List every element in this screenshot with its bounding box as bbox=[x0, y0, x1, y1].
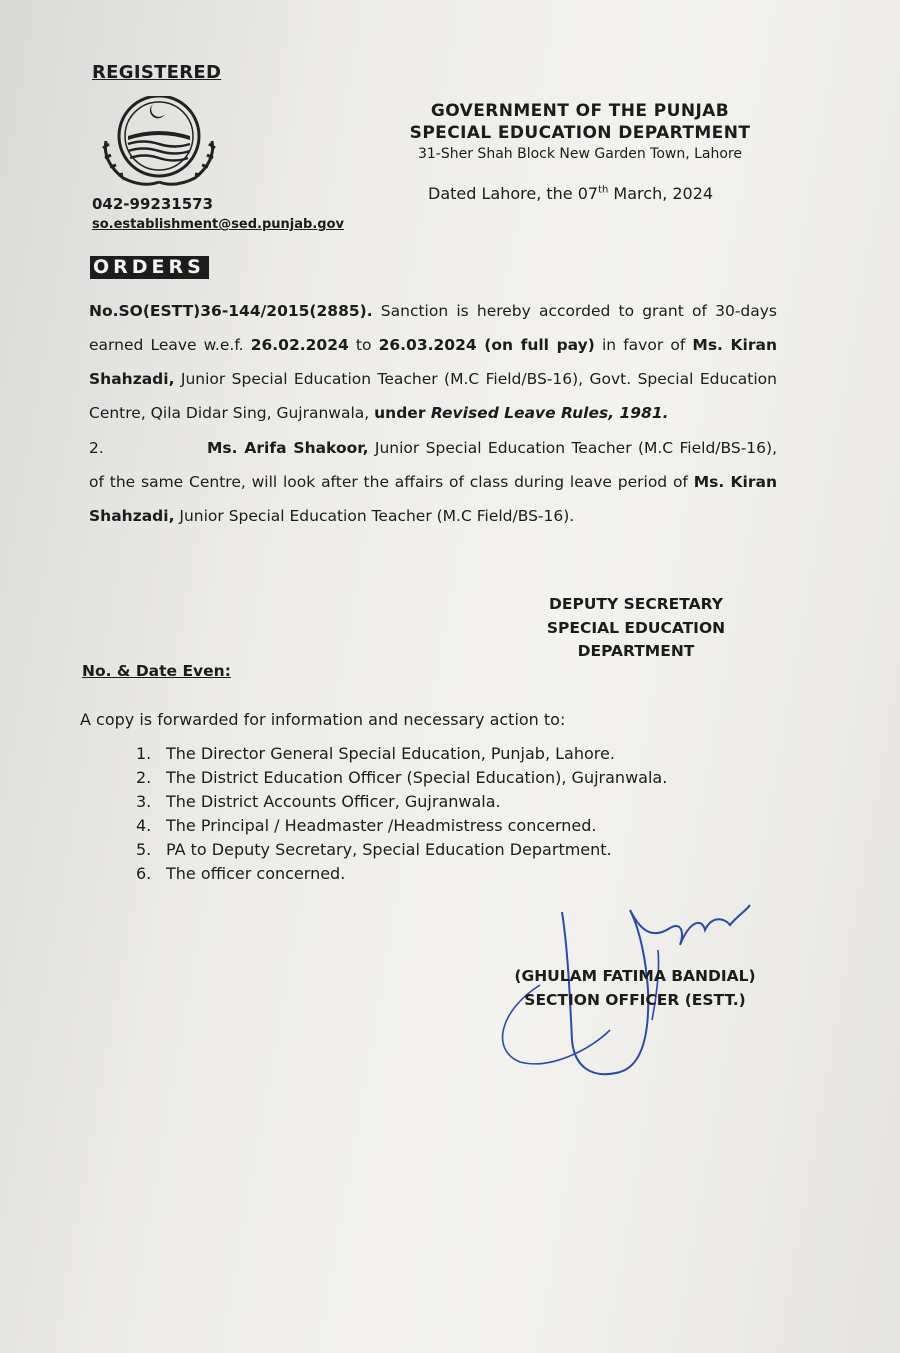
orders-heading: ORDERS bbox=[90, 256, 209, 279]
employee-name: Ms. Kiran Shahzadi, bbox=[89, 336, 777, 388]
leave-end-date: 26.03.2024 bbox=[378, 336, 477, 354]
recipient-list bbox=[136, 742, 667, 886]
leave-start-date: 26.02.2024 bbox=[250, 336, 349, 354]
officer-designation: SECTION OFFICER (ESTT.) bbox=[524, 991, 746, 1009]
deputy-line-2: SPECIAL EDUCATION bbox=[546, 618, 726, 637]
list-item bbox=[136, 862, 667, 886]
dated-prefix: Dated Lahore, the 07 bbox=[428, 184, 599, 203]
phone-number: 042-99231573 bbox=[92, 195, 214, 213]
employee-name: Ms. Kiran Shahzadi, bbox=[89, 473, 777, 525]
list-item bbox=[136, 814, 667, 838]
list-number: 1. bbox=[136, 744, 152, 763]
order-text: Junior Special Education Teacher (M.C Field/BS-16), Govt. Special Education Centre, Qila Didar Sing, Gujranwala, bbox=[89, 370, 777, 422]
officer-name: (GHULAM FATIMA BANDIAL) bbox=[514, 967, 756, 985]
email-address: so.establishment@sed.punjab.gov bbox=[92, 217, 344, 232]
recipient-text: The District Accounts Officer, Gujranwala. bbox=[166, 792, 501, 811]
recipient-text: PA to Deputy Secretary, Special Education Department. bbox=[166, 840, 612, 859]
list-item bbox=[136, 742, 667, 766]
dated-line bbox=[428, 184, 713, 203]
government-title: GOVERNMENT OF THE PUNJAB bbox=[430, 101, 730, 121]
list-number: 6. bbox=[136, 864, 152, 883]
list-number: 3. bbox=[136, 792, 152, 811]
paragraph-number: 2. bbox=[89, 439, 104, 457]
list-number: 5. bbox=[136, 840, 152, 859]
list-number: 2. bbox=[136, 768, 152, 787]
dated-superscript: th bbox=[598, 184, 609, 196]
date-even-label: No. & Date Even: bbox=[82, 662, 231, 680]
recipient-text: The Principal / Headmaster /Headmistress concerned. bbox=[166, 816, 597, 835]
leave-rules: Revised Leave Rules, 1981. bbox=[430, 404, 669, 422]
department-title: SPECIAL EDUCATION DEPARTMENT bbox=[409, 123, 751, 143]
list-number: 4. bbox=[136, 816, 152, 835]
list-item bbox=[136, 790, 667, 814]
order-text: Junior Special Education Teacher (M.C Field/BS-16), of the same Centre, will look after the affairs of class during leave period of bbox=[89, 439, 777, 491]
list-item bbox=[136, 766, 667, 790]
copy-forwarded-line: A copy is forwarded for information and necessary action to: bbox=[80, 710, 566, 729]
recipient-text: The District Education Officer (Special Education), Gujranwala. bbox=[166, 768, 668, 787]
registered-label: REGISTERED bbox=[92, 62, 222, 83]
rules-prefix: under bbox=[374, 404, 431, 422]
order-paragraph-1 bbox=[89, 294, 777, 430]
order-text: in favor of bbox=[594, 336, 693, 354]
deputy-line-1: DEPUTY SECRETARY bbox=[549, 595, 723, 613]
recipient-text: The officer concerned. bbox=[166, 864, 346, 883]
order-text: Sanction is hereby accorded to grant of 30-days earned Leave w.e.f. bbox=[89, 302, 777, 354]
recipient-text: The Director General Special Education, Punjab, Lahore. bbox=[166, 744, 615, 763]
order-text: to bbox=[348, 336, 379, 354]
substitute-name: Ms. Arifa Shakoor, bbox=[207, 439, 369, 457]
pay-status: (on full pay) bbox=[476, 336, 595, 354]
department-address: 31-Sher Shah Block New Garden Town, Lahore bbox=[417, 146, 742, 162]
order-text: Junior Special Education Teacher (M.C Field/BS-16). bbox=[174, 507, 575, 525]
deputy-secretary-block bbox=[520, 593, 752, 664]
section-officer-block bbox=[505, 964, 765, 1012]
deputy-line-3: DEPARTMENT bbox=[577, 642, 695, 660]
dated-suffix: March, 2024 bbox=[608, 184, 714, 203]
list-item bbox=[136, 838, 667, 862]
order-reference-number: No.SO(ESTT)36-144/2015(2885). bbox=[89, 302, 373, 320]
department-header bbox=[380, 100, 780, 164]
punjab-government-emblem-icon bbox=[98, 96, 220, 190]
order-paragraph-2 bbox=[89, 431, 777, 533]
